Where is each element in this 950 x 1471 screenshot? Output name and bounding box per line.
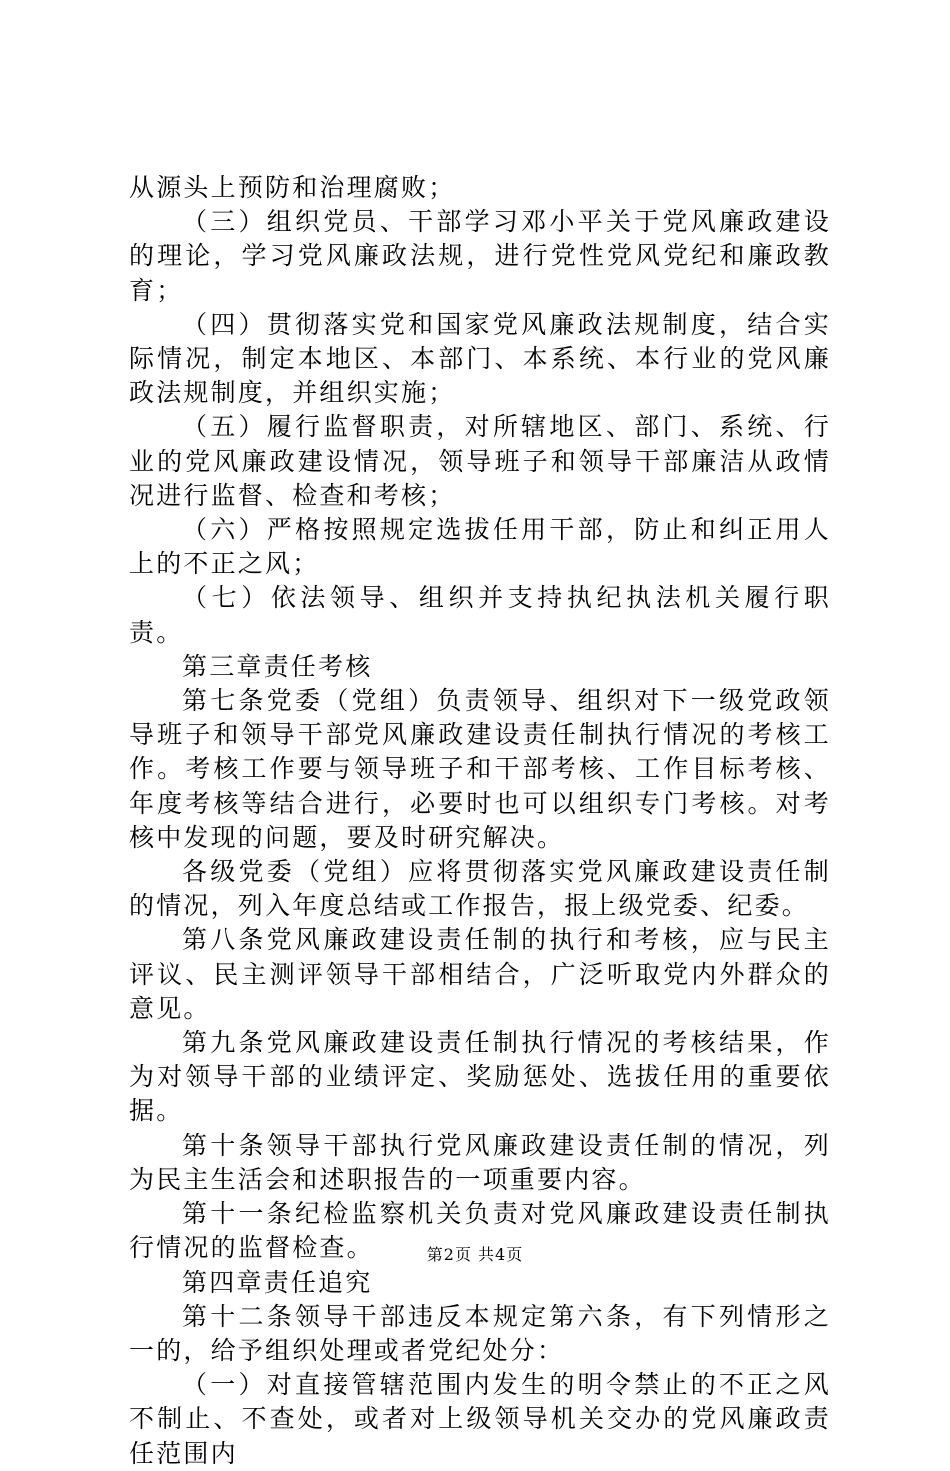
article-10: 第十条领导干部执行党风廉政建设责任制的情况，列为民主生活会和述职报告的一项重要内容。 — [129, 1130, 831, 1194]
article-8: 第八条党风廉政建设责任制的执行和考核，应与民主评议、民主测评领导干部相结合，广泛听取党内外群众的意见。 — [129, 925, 831, 1023]
page-number-footer: 第2页 共4页 — [426, 1245, 524, 1264]
article-12-item-1: （一）对直接管辖范围内发生的明令禁止的不正之风不制止、不查处，或者对上级领导机关交办的党风廉政责任范围内 — [129, 1370, 831, 1468]
article-7-paragraph-2: 各级党委（党组）应将贯彻落实党风廉政建设责任制的情况，列入年度总结或工作报告，报上级党委、纪委。 — [129, 857, 831, 921]
paragraph-item-6: （六）严格按照规定选拔任用干部，防止和纠正用人上的不正之风； — [129, 515, 831, 579]
chapter-heading-4: 第四章责任追究 — [182, 1267, 373, 1297]
paragraph-item-3: （三）组织党员、干部学习邓小平关于党风廉政建设的理论，学习党风廉政法规，进行党性党风党纪和廉政教育； — [129, 207, 831, 305]
paragraph-item-5: （五）履行监督职责，对所辖地区、部门、系统、行业的党风廉政建设情况，领导班子和领导干部廉洁从政情况进行监督、检查和考核； — [129, 412, 831, 510]
paragraph-item-4: （四）贯彻落实党和国家党风廉政法规制度，结合实际情况，制定本地区、本部门、本系统、本行业的党风廉政法规制度，并组织实施； — [129, 309, 831, 408]
article-12: 第十二条领导干部违反本规定第六条，有下列情形之一的，给予组织处理或者党纪处分： — [129, 1301, 831, 1365]
paragraph-continuation: 从源头上预防和治理腐败； — [129, 173, 456, 202]
paragraph-item-7: （七）依法领导、组织并支持执纪执法机关履行职责。 — [129, 583, 831, 647]
article-9: 第九条党风廉政建设责任制执行情况的考核结果，作为对领导干部的业绩评定、奖励惩处、选拔任用的重要依据。 — [129, 1028, 831, 1126]
document-body — [129, 171, 831, 1471]
article-7: 第七条党委（党组）负责领导、组织对下一级党政领导班子和领导干部党风廉政建设责任制执行情况的考核工作。考核工作要与领导班子和干部考核、工作目标考核、年度考核等结合进行，必要时也可以组织专门考核。对考核中发现的问题，要及时研究解决。 — [129, 686, 831, 852]
article-11: 第十一条纪检监察机关负责对党风廉政建设责任制执行情况的监督检查。 — [129, 1199, 831, 1263]
chapter-heading-3: 第三章责任考核 — [182, 651, 373, 681]
